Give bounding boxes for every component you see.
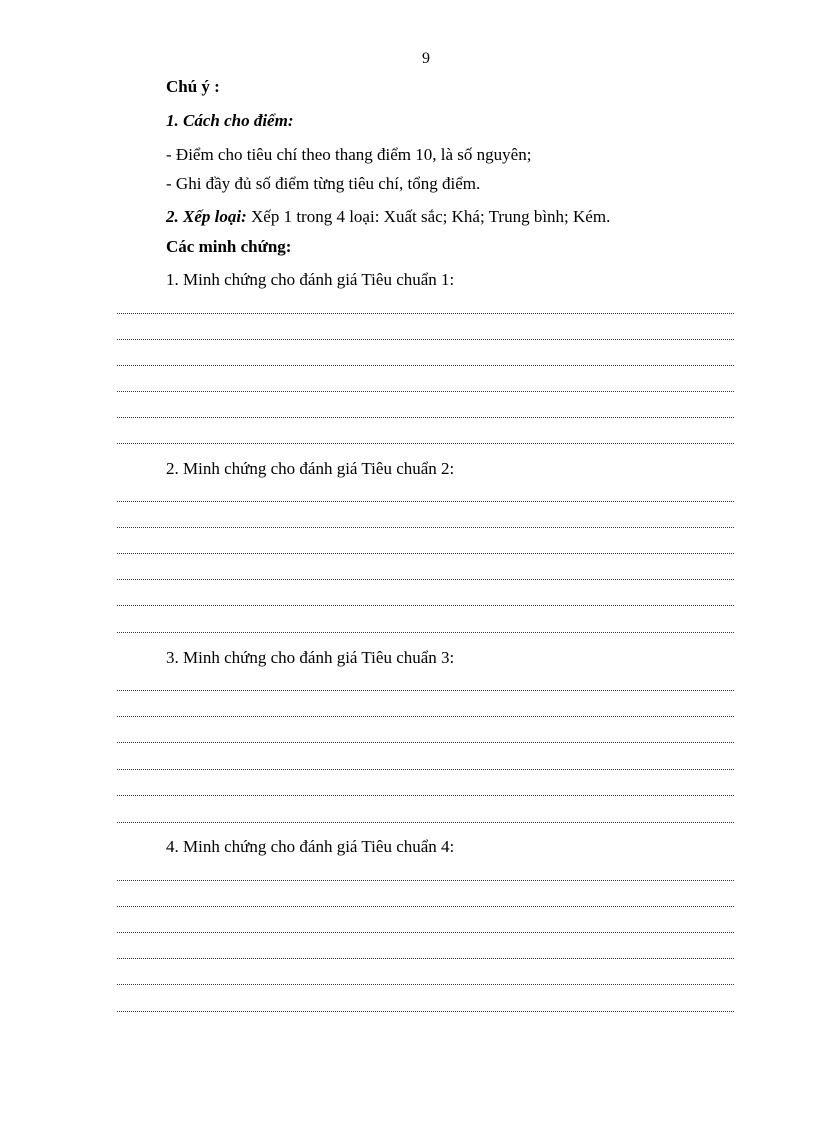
evidence-fill-line[interactable] [117, 795, 734, 796]
ranking-line [166, 207, 610, 227]
evidence-fill-line[interactable] [117, 365, 734, 366]
evidence-fill-line[interactable] [117, 443, 734, 444]
scoring-rule: - Điểm cho tiêu chí theo thang điểm 10, là số nguyên; [166, 145, 532, 164]
evidence-fill-line[interactable] [117, 690, 734, 691]
evidence-fill-line[interactable] [117, 1011, 734, 1012]
evidence-fill-line[interactable] [117, 391, 734, 392]
evidence-fill-line[interactable] [117, 906, 734, 907]
evidence-section-label: 3. Minh chứng cho đánh giá Tiêu chuẩn 3: [166, 648, 455, 667]
evidence-section-label: 4. Minh chứng cho đánh giá Tiêu chuẩn 4: [166, 837, 455, 856]
note-heading: Chú ý : [166, 77, 220, 96]
evidence-fill-line[interactable] [117, 339, 734, 340]
evidence-fill-line[interactable] [117, 958, 734, 959]
evidence-fill-line[interactable] [117, 527, 734, 528]
evidence-section-label: 1. Minh chứng cho đánh giá Tiêu chuẩn 1: [166, 270, 455, 289]
ranking-text: Xếp 1 trong 4 loại: Xuất sắc; Khá; Trung bình; Kém. [251, 207, 611, 226]
evidence-fill-line[interactable] [117, 605, 734, 606]
evidence-fill-line[interactable] [117, 984, 734, 985]
evidence-fill-line[interactable] [117, 716, 734, 717]
scoring-heading: 1. Cách cho điểm: [166, 111, 294, 130]
evidence-fill-line[interactable] [117, 417, 734, 418]
evidence-fill-line[interactable] [117, 313, 734, 314]
evidence-heading: Các minh chứng: [166, 237, 292, 256]
evidence-fill-line[interactable] [117, 932, 734, 933]
ranking-heading: 2. Xếp loại: [166, 207, 247, 226]
scoring-rule: - Ghi đầy đủ số điểm từng tiêu chí, tổng điểm. [166, 174, 481, 193]
evidence-fill-line[interactable] [117, 822, 734, 823]
evidence-section-label: 2. Minh chứng cho đánh giá Tiêu chuẩn 2: [166, 459, 455, 478]
evidence-fill-line[interactable] [117, 742, 734, 743]
page-number: 9 [422, 50, 430, 67]
evidence-fill-line[interactable] [117, 579, 734, 580]
evidence-fill-line[interactable] [117, 632, 734, 633]
evidence-fill-line[interactable] [117, 769, 734, 770]
evidence-fill-line[interactable] [117, 553, 734, 554]
evidence-fill-line[interactable] [117, 880, 734, 881]
evidence-fill-line[interactable] [117, 501, 734, 502]
